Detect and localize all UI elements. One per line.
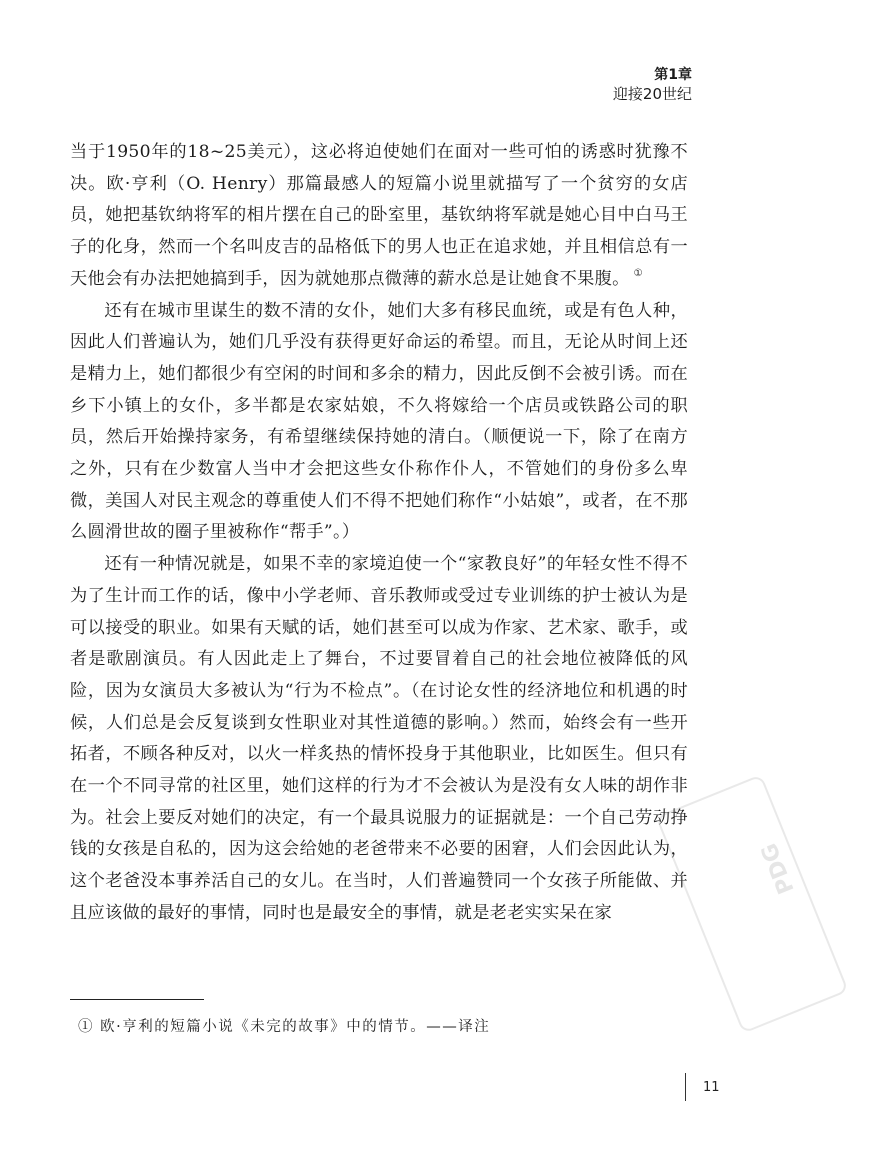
watermark-stamp bbox=[656, 761, 885, 1040]
watermark-text: PDG bbox=[756, 839, 800, 898]
page-number: 11 bbox=[703, 1080, 720, 1095]
paragraph-2: 还有在城市里谋生的数不清的女仆，她们大多有移民血统，或是有色人种，因此人们普遍认为，她们几乎没有获得更好命运的希望。而且，无论从时间上还是精力上，她们都很少有空闲的时间和多余的精力，因此反倒不会被引诱。而在乡下小镇上的女仆，多半都是农家姑娘，不久将嫁给一个店员或铁路公司的职员，然后开始操持家务，有希望继续保持她的清白。（顺便说一下，除了在南方之外，只有在少数富人当中才会把这些女仆称作仆人，不管她们的身份多么卑微，美国人对民主观念的尊重使人们不得不把她们称作“小姑娘”，或者，在不那么圆滑世故的圈子里被称作“帮手”。） bbox=[70, 300, 688, 543]
page-number-divider bbox=[685, 1073, 686, 1101]
running-header bbox=[613, 66, 692, 104]
chapter-title: 迎接20世纪 bbox=[612, 85, 692, 103]
paragraph-1-text: 当于1950年的18~25美元），这必将迫使她们在面对一些可怕的诱惑时犹豫不决。欧·亨利（O. Henry）那篇最感人的短篇小说里就描写了一个贫穷的女店员，她把基钦纳将军的相片摆在自己的卧室里，基钦纳将军就是她心目中白马王子的化身，然而一个名叫皮吉的品格低下的男人也正在追求她，并且相信总有一天他会有办法把她搞到手，因为就她那点微薄的薪水总是让她食不果腹。 bbox=[70, 142, 688, 289]
footnote-ref[interactable]: ① bbox=[633, 267, 643, 279]
paragraph-1 bbox=[70, 137, 688, 296]
footnote-separator bbox=[70, 999, 204, 1000]
body-text bbox=[70, 137, 688, 930]
paragraph-3: 还有一种情况就是，如果不幸的家境迫使一个“家教良好”的年轻女性不得不为了生计而工作的话，像中小学老师、音乐教师或受过专业训练的护士被认为是可以接受的职业。如果有天赋的话，她们甚至可以成为作家、艺术家、歌手，或者是歌剧演员。有人因此走上了舞台，不过要冒着自己的社会地位被降低的风险，因为女演员大多被认为“行为不检点”。（在讨论女性的经济地位和机遇的时候，人们总是会反复谈到女性职业对其性道德的影响。）然而，始终会有一些开拓者，不顾各种反对，以火一样炙热的情怀投身于其他职业，比如医生。但只有在一个不同寻常的社区里，她们这样的行为才不会被认为是没有女人味的胡作非为。社会上要反对她们的决定，有一个最具说服力的证据就是：一个自己劳动挣钱的女孩是自私的，因为这会给她的老爸带来不必要的困窘，人们会因此认为，这个老爸没本事养活自己的女儿。在当时，人们普遍赞同一个女孩子所能做、并且应该做的最好的事情，同时也是最安全的事情，就是老老实实呆在家 bbox=[70, 554, 688, 923]
chapter-number: 第1章 bbox=[654, 67, 692, 83]
footnote: ① 欧·亨利的短篇小说《未完的故事》中的情节。——译注 bbox=[78, 1019, 491, 1035]
